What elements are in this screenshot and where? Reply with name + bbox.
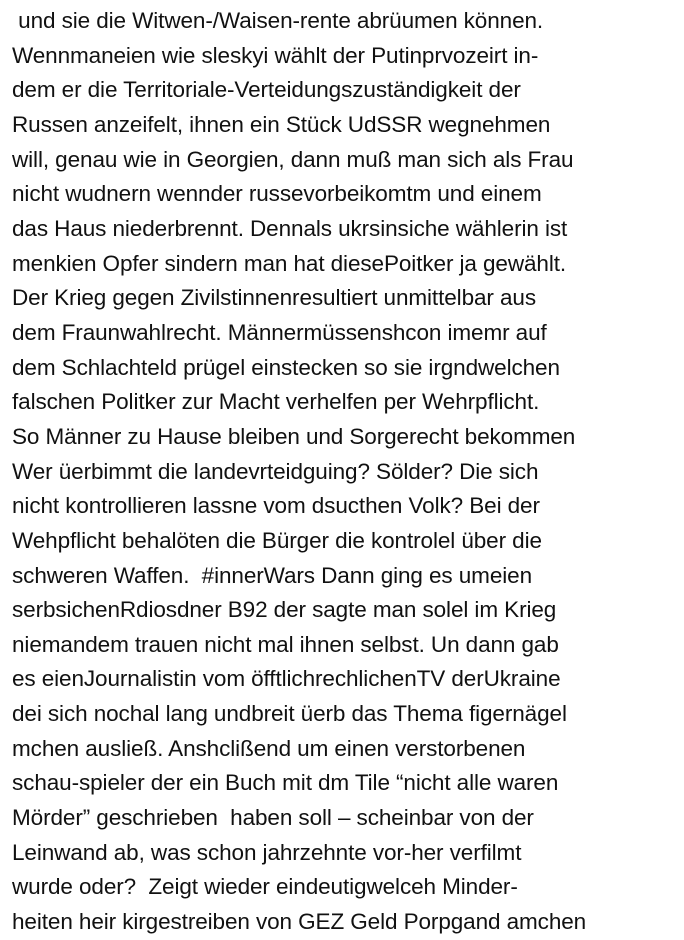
text-line: mchen ausließ. Anshclißend um einen verstorbenen <box>12 735 526 761</box>
text-line: Wer üerbimmt die landevrteidguing? Sölder? Die sich <box>12 458 539 484</box>
text-line: heiten heir kirgestreiben von GEZ Geld Porpgand amchen <box>12 909 587 935</box>
text-line: Wennmaneien wie sleskyi wählt der Putinprvozeirt in- <box>12 42 539 68</box>
text-line: wurde oder? Zeigt wieder eindeutigwelceh Minder- <box>12 874 518 900</box>
text-line: schau-spieler der ein Buch mit dm Tile “nicht alle waren <box>12 770 559 796</box>
text-line: falschen Politker zur Macht verhelfen per Wehrpflicht. <box>12 389 540 415</box>
text-line: Mörder” geschrieben haben soll – scheinbar von der <box>12 805 534 831</box>
text-line: dem Fraunwahlrecht. Männermüssenshcon imemr auf <box>12 319 547 345</box>
text-line: Leinwand ab, was schon jahrzehnte vor-her verfilmt <box>12 839 522 865</box>
text-line: serbsichenRdiosdner B92 der sagte man solel im Krieg <box>12 597 557 623</box>
text-line: Der Krieg gegen Zivilstinnenresultiert unmittelbar aus <box>12 285 536 311</box>
text-line: nicht kontrollieren lassne vom dsucthen Volk? Bei der <box>12 493 540 519</box>
text-line: will, genau wie in Georgien, dann muß man sich als Frau <box>12 146 574 172</box>
text-line: dem er die Territoriale-Verteidungszuständigkeit der <box>12 77 521 103</box>
text-line: das Haus niederbrennt. Dennals ukrsinsiche wählerin ist <box>12 215 568 241</box>
text-line: nicht wudnern wennder russevorbeikomtm und einem <box>12 181 542 207</box>
text-line: dei sich nochal lang undbreit üerb das Thema figernägel <box>12 701 567 727</box>
text-line: Wehpflicht behalöten die Bürger die kontrolel über die <box>12 527 542 553</box>
text-line: niemandem trauen nicht mal ihnen selbst. Un dann gab <box>12 631 559 657</box>
text-line: und sie die Witwen-/Waisen-rente abrüumen können. <box>12 8 544 33</box>
text-line: So Männer zu Hause bleiben und Sorgerecht bekommen <box>12 423 576 449</box>
text-line: menkien Opfer sindern man hat diesePoitker ja gewählt. <box>12 250 567 276</box>
text-line: schweren Waffen. #innerWars Dann ging es umeien <box>12 562 532 588</box>
body-text <box>12 4 684 940</box>
text-line: dem Schlachteld prügel einstecken so sie irgndwelchen <box>12 354 560 380</box>
text-line: Russen anzeifelt, ihnen ein Stück UdSSR wegnehmen <box>12 111 551 137</box>
text-line: es eienJournalistin vom öfftlichrechlichenTV derUkraine <box>12 666 561 692</box>
